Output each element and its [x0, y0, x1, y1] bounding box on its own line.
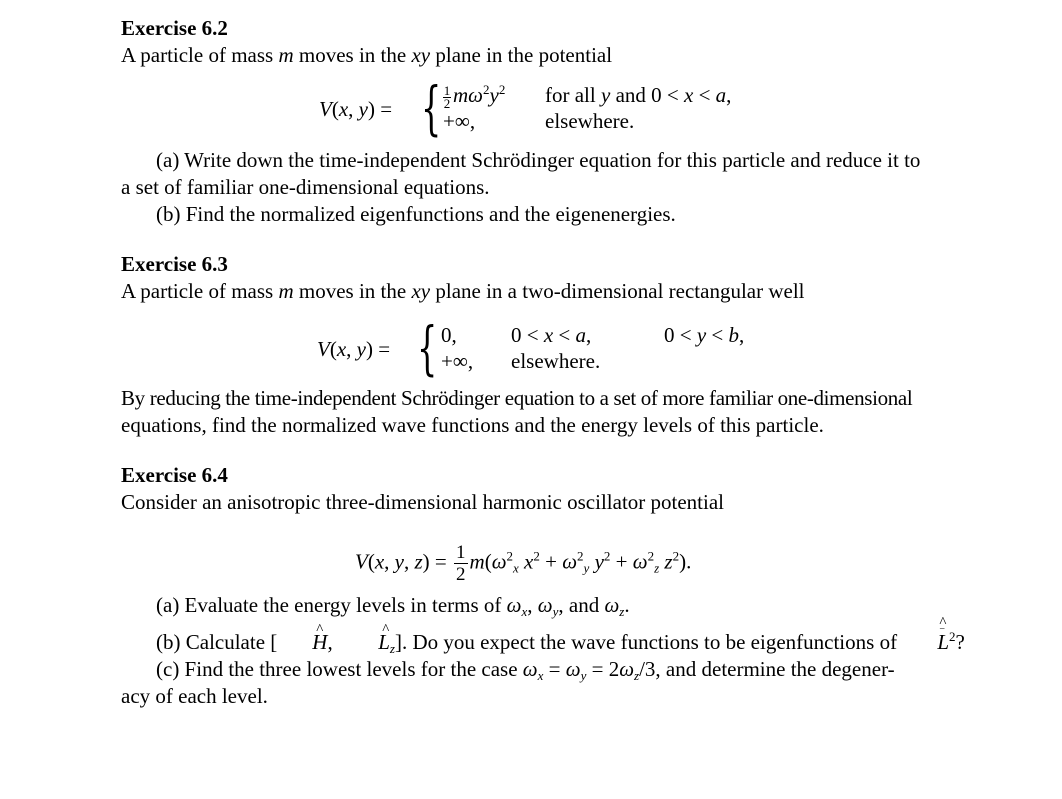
potential-equation [121, 315, 1001, 385]
case-2-expression: +∞, [443, 109, 476, 133]
case-1-condition-y: 0 < y < b, [664, 323, 745, 347]
equation: V(x, y, z) = $\frac{1}{2}$ $m(\omega^2_x$ $x^2 + \omega^2_y$ $y^2 + \omega^2_z$ $z^2$). [355, 542, 692, 585]
oscillator-potential-equation [121, 524, 1001, 592]
exercise-6-3 [121, 250, 1001, 439]
case-2-condition: elsewhere. [511, 349, 601, 373]
case-1-condition-x: 0 < x < a, [511, 323, 592, 347]
exercise-intro: A particle of mass m moves in the xy plane in a two-dimensional rectangular well [121, 279, 805, 303]
part-b: (b) Find the normalized eigenfunctions and the eigenenergies. [156, 202, 676, 226]
body-line-2: equations, find the normalized wave functions and the energy levels of this particle. [121, 413, 824, 437]
part-a: (a) Evaluate the energy levels in terms of $\omega_x$, $\omega_y$, and $\omega_z$. [156, 593, 630, 619]
exercise-6-4 [121, 461, 1001, 710]
part-a-line-1: (a) Write down the time-independent Schrödinger equation for this particle and reduce it to [156, 148, 921, 172]
case-1-condition: for all y and 0 < x < a, [545, 83, 732, 107]
left-brace: { [421, 74, 442, 142]
part-a-line-2: a set of familiar one-dimensional equations. [121, 175, 490, 199]
exercise-title: Exercise 6.3 [121, 252, 228, 276]
case-2-condition: elsewhere. [545, 109, 635, 133]
case-1-expression: $\frac{1}{2}$ $m\omega^2y^2$ [443, 82, 506, 112]
potential-equation [121, 74, 1001, 147]
document-page [121, 14, 1001, 710]
exercise-title: Exercise 6.2 [121, 16, 228, 40]
part-b: (b) Calculate [^ H, ^ $L_z$]. Do you expect the wave functions to be eigenfunctions of ^ L −$^2$? [121, 629, 1001, 656]
exercise-intro: Consider an anisotropic three-dimensional harmonic oscillator potential [121, 490, 725, 514]
exercise-intro: A particle of mass m moves in the xy plane in the potential [121, 43, 613, 67]
left-brace: { [417, 314, 438, 382]
exercise-title: Exercise 6.4 [121, 463, 228, 487]
case-1-value: 0, [441, 323, 457, 347]
case-2-value: +∞, [441, 349, 474, 373]
exercise-6-2 [121, 14, 1001, 228]
equation-lhs: V(x, y) = [319, 97, 393, 121]
body-line-1: By reducing the time-independent Schrödinger equation to a set of more familiar one-dimensional [121, 386, 913, 410]
part-c-line-1: (c) Find the three lowest levels for the case $\omega_x = \omega_y = 2\omega_z/3$, and determine the degener- [156, 657, 895, 683]
equation-lhs: V(x, y) = [317, 337, 391, 361]
part-c-line-2: acy of each level. [121, 684, 268, 708]
